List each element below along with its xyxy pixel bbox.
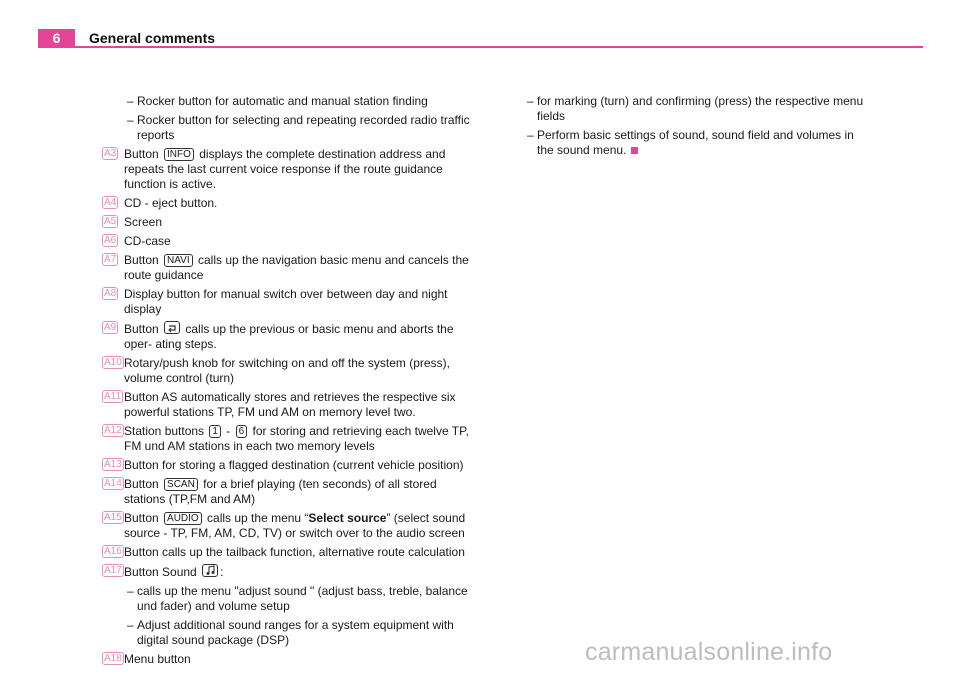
item-text: Button for storing a flagged destination (current vehicle position): [124, 458, 464, 472]
list-item-text: Adjust additional sound ranges for a system equipment with digital sound package (DSP): [137, 618, 454, 647]
station-key-6: 6: [236, 425, 248, 438]
music-note-icon: [202, 564, 218, 577]
item-number: A9: [104, 322, 117, 333]
right-column: [515, 94, 865, 162]
item-number: A15: [104, 512, 122, 523]
item-number: A10: [104, 357, 122, 368]
item-text: Button AS automatically stores and retrieves the respective six powerful stations TP, FM und AM on memory level two.: [124, 390, 456, 419]
item-text: Station buttons: [124, 424, 208, 438]
item-a13: [102, 458, 474, 473]
range-separator: -: [222, 424, 234, 438]
left-column: [102, 94, 474, 671]
list-item-text: calls up the menu "adjust sound " (adjust bass, treble, balance und fader) and volume setup: [137, 584, 468, 613]
item-text: Display button for manual switch over between day and night display: [124, 287, 448, 316]
menu-name: Select source: [308, 511, 387, 525]
info-key: INFO: [164, 148, 194, 161]
item-a14: [102, 477, 474, 507]
item-number: A3: [104, 148, 117, 159]
list-item: [102, 94, 474, 109]
item-a11: [102, 390, 474, 420]
item-number: A14: [104, 478, 122, 489]
audio-key: AUDIO: [164, 512, 202, 525]
item-text: Menu button: [124, 652, 191, 666]
dash-glyph: –: [527, 94, 534, 108]
item-number: A11: [104, 391, 122, 402]
item-text: calls up the previous or basic menu and aborts the oper- ating steps.: [124, 322, 454, 351]
item-a10: [102, 356, 474, 386]
navi-key: NAVI: [164, 254, 193, 267]
item-number: A5: [104, 216, 117, 227]
item-text: Button: [124, 322, 163, 336]
list-item: [102, 113, 474, 143]
item-a9: [102, 321, 474, 352]
page-title: General comments: [89, 30, 216, 46]
item-text: for storing and retrieving each twelve TP, FM und AM stations in each two memory levels: [124, 424, 469, 453]
item-text: calls up the navigation basic menu and cancels the route guidance: [124, 253, 469, 282]
item-text: Rotary/push knob for switching on and off the system (press), volume control (turn): [124, 356, 450, 385]
item-text: CD - eject button.: [124, 196, 218, 210]
item-text: Button: [124, 511, 163, 525]
list-item-text: Perform basic settings of sound, sound field and volumes in the sound menu.: [537, 128, 854, 157]
item-text: displays the complete destination address and repeats the last current voice response if the route guidance function is active.: [124, 147, 446, 191]
item-a16: [102, 545, 474, 560]
end-of-section-mark: [631, 147, 638, 154]
scan-key: SCAN: [164, 478, 198, 491]
item-a5: [102, 215, 474, 230]
dash-glyph: –: [127, 94, 134, 108]
item-a18: [102, 652, 474, 667]
item-text: Button: [124, 147, 163, 161]
list-item-text: for marking (turn) and confirming (press) the respective menu fields: [537, 94, 864, 123]
item-a8: [102, 287, 474, 317]
item-a6: [102, 234, 474, 249]
dash-glyph: –: [127, 113, 134, 127]
list-item: [515, 128, 865, 158]
item-number: A6: [104, 235, 117, 246]
list-item-text: Rocker button for automatic and manual station finding: [137, 94, 428, 108]
item-text: calls up the menu “: [203, 511, 309, 525]
item-number: A12: [104, 425, 122, 436]
watermark: carmanualsonline.info: [585, 638, 833, 666]
station-key-1: 1: [209, 425, 221, 438]
return-icon: [164, 321, 180, 334]
item-number: A7: [104, 254, 117, 265]
item-number: A13: [104, 459, 122, 470]
item-text: Button: [124, 477, 163, 491]
item-number: A16: [104, 546, 122, 557]
item-text: CD-case: [124, 234, 171, 248]
item-text: Button Sound: [124, 565, 201, 579]
list-item: [102, 584, 474, 614]
page-number: 6: [38, 29, 75, 48]
header-rule: [38, 46, 923, 48]
list-item: [102, 618, 474, 648]
list-item-text: Rocker button for selecting and repeating recorded radio traffic reports: [137, 113, 470, 142]
item-number: A17: [104, 565, 122, 576]
list-item: [515, 94, 865, 124]
item-text: Button: [124, 253, 163, 267]
item-text: Button calls up the tailback function, alternative route calculation: [124, 545, 465, 559]
item-a12: [102, 424, 474, 454]
item-text: ” (select sound source - TP, FM, AM, CD, TV) or switch over to the audio screen: [124, 511, 466, 540]
dash-glyph: –: [127, 618, 134, 632]
item-a7: [102, 253, 474, 283]
item-a17: [102, 564, 474, 580]
item-number: A18: [104, 653, 122, 664]
item-a15: [102, 511, 474, 541]
dash-glyph: –: [527, 128, 534, 142]
item-text: :: [220, 565, 224, 579]
item-text: for a brief playing (ten seconds) of all stored stations (TP,FM and AM): [124, 477, 437, 506]
item-a4: [102, 196, 474, 211]
item-text: Screen: [124, 215, 163, 229]
item-number: A4: [104, 197, 117, 208]
item-number: A8: [104, 288, 117, 299]
item-a3: [102, 147, 474, 192]
dash-glyph: –: [127, 584, 134, 598]
